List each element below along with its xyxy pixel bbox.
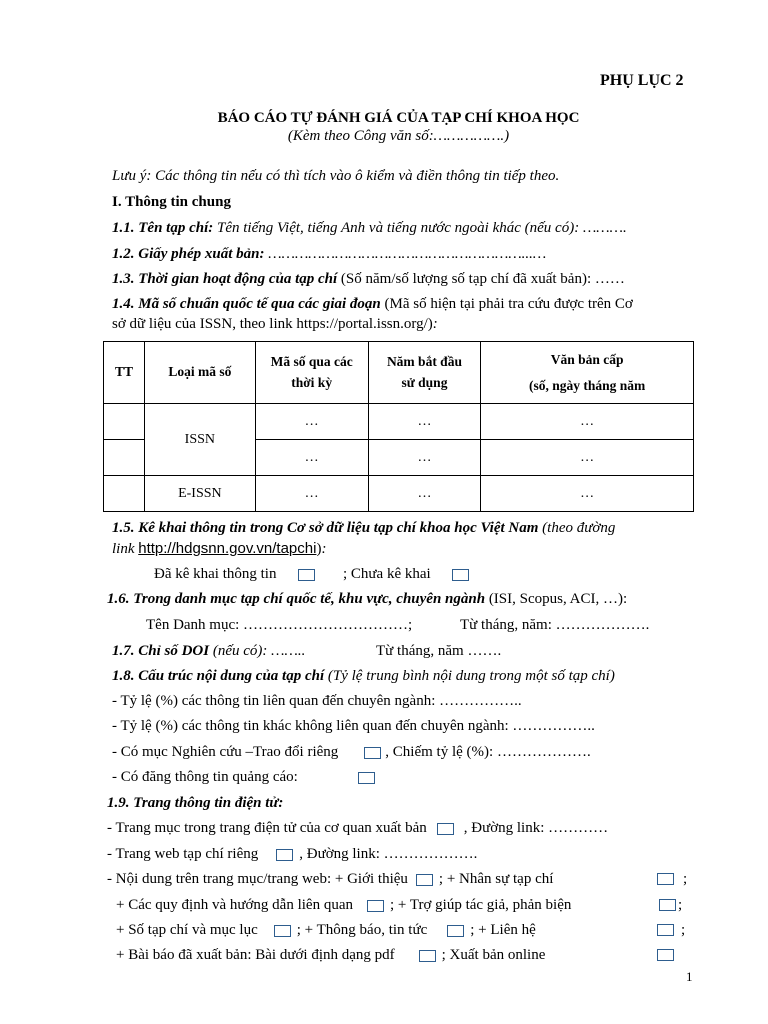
item-1-6-text: (ISI, Scopus, ACI, …): (485, 591, 628, 607)
publisher-page-label: - Trang mục trong trang điện tử của cơ quan xuất bản (107, 820, 427, 836)
item-1-8 (112, 667, 615, 686)
header-code-periods-l1: Mã số qua các (270, 354, 353, 370)
ads-label: - Có đăng thông tin quảng cáo: (112, 769, 298, 785)
item-1-7-from: Từ tháng, năm ……. (376, 643, 502, 659)
item-1-9-row6 (116, 946, 545, 965)
item-1-6-name: Tên Danh mục: ……………………………; (146, 617, 413, 633)
header-tt: TT (104, 342, 145, 404)
appendix-label: PHỤ LỤC 2 (600, 72, 684, 89)
header-code-type: Loại mã số (144, 342, 255, 404)
item-1-2 (112, 245, 546, 264)
item-1-9-row5 (116, 921, 536, 940)
item-1-5-label: 1.5. Kê khai thông tin trong Cơ sở dữ liệu tạp chí khoa học Việt Nam (112, 520, 539, 536)
item-1-3-label: 1.3. Thời gian hoạt động của tạp chí (112, 271, 338, 287)
vjournal-link[interactable]: http://hdgsnn.gov.vn/tapchi (138, 540, 317, 557)
header-issuing-doc-l2: (số, ngày tháng năm (529, 377, 646, 393)
intro-label: - Nội dung trên trang mục/trang web: + Giới thiệu (107, 871, 408, 887)
item-1-5 (112, 519, 615, 538)
item-1-1-label: 1.1. Tên tạp chí: (112, 220, 214, 236)
issues-toc-checkbox[interactable] (274, 925, 291, 937)
staff-label: ; + Nhân sự tạp chí (438, 871, 554, 887)
item-1-8-row4 (112, 768, 379, 787)
news-label: ; + Thông báo, tin tức (296, 922, 428, 938)
online-publishing-checkbox[interactable] (657, 949, 674, 961)
publisher-page-link: , Đường link: ………… (463, 820, 609, 836)
header-code-periods (255, 342, 368, 404)
publisher-page-checkbox[interactable] (437, 823, 454, 835)
header-start-year (368, 342, 481, 404)
row4-end-semicolon: ; (678, 897, 683, 913)
item-1-1-text: Tên tiếng Việt, tiếng Anh và tiếng nước ngoài khác (nếu có): ………. (213, 220, 627, 236)
cell-doc: … (481, 440, 694, 476)
cell-code: … (255, 476, 368, 512)
cell-issn: ISSN (144, 404, 255, 476)
cell-year: … (368, 440, 481, 476)
issn-table (103, 341, 694, 512)
table-header-row (104, 342, 694, 404)
cell-code: … (255, 404, 368, 440)
item-1-9-row3 (107, 870, 553, 889)
item-1-5-line2 (112, 540, 326, 559)
item-1-5-options (154, 565, 473, 584)
item-1-9-label: 1.9. Trang thông tin điện tử: (107, 795, 284, 811)
section-heading: I. Thông tin chung (112, 194, 231, 210)
own-website-label: - Trang web tạp chí riêng (107, 846, 259, 862)
pdf-articles-checkbox[interactable] (419, 950, 436, 962)
author-help-checkbox[interactable] (659, 899, 676, 911)
cell-doc: … (481, 476, 694, 512)
item-1-8-label: 1.8. Cấu trúc nội dung của tạp chí (112, 668, 325, 684)
contact-checkbox[interactable] (657, 924, 674, 936)
cell-doc: … (481, 404, 694, 440)
header-start-year-l2: sử dụng (401, 374, 448, 390)
item-1-8-row2: - Tỷ lệ (%) các thông tin khác không liên quan đến chuyên ngành: …………….. (112, 718, 595, 734)
declared-label: Đã kê khai thông tin (154, 566, 277, 582)
item-1-9-row2 (107, 845, 477, 864)
item-1-7-paren: (nếu có): …….. (209, 643, 306, 659)
not-declared-label: ; Chưa kê khai (342, 566, 431, 582)
item-1-5-text: (theo đường (538, 520, 616, 536)
regulations-label: + Các quy định và hướng dẫn liên quan (116, 897, 353, 913)
own-website-link: , Đường link: ………………. (299, 846, 478, 862)
cell-year: … (368, 476, 481, 512)
not-declared-checkbox[interactable] (452, 569, 469, 581)
item-1-4-line2-colon: : (432, 316, 438, 332)
cell-tt (104, 404, 145, 440)
header-issuing-doc (481, 342, 694, 404)
item-1-8-row3 (112, 743, 591, 762)
report-title: BÁO CÁO TỰ ĐÁNH GIÁ CỦA TẠP CHÍ KHOA HỌC (217, 110, 580, 126)
item-1-9-row1 (107, 819, 608, 838)
research-section-checkbox[interactable] (364, 747, 381, 759)
note-text: Lưu ý: Các thông tin nếu có thì tích vào ô kiểm và điền thông tin tiếp theo. (112, 168, 560, 184)
ads-checkbox[interactable] (358, 772, 375, 784)
research-section-ratio: , Chiếm tỷ lệ (%): ………………. (385, 744, 591, 760)
item-1-8-paren: (Tỷ lệ trung bình nội dung trong một số tạp chí) (324, 668, 615, 684)
issues-toc-label: + Số tạp chí và mục lục (116, 922, 258, 938)
item-1-3 (112, 270, 625, 289)
research-section-label: - Có mục Nghiên cứu –Trao đổi riêng (112, 744, 339, 760)
item-1-4-text: (Mã số hiện tại phải tra cứu được trên Cơ (380, 296, 633, 312)
item-1-7 (112, 642, 305, 661)
news-checkbox[interactable] (447, 925, 464, 937)
author-help-label: ; + Trợ giúp tác giả, phản biện (389, 897, 572, 913)
item-1-6 (107, 590, 627, 609)
contact-label: ; + Liên hệ (470, 922, 536, 938)
item-1-1 (112, 219, 627, 238)
item-1-7-label: 1.7. Chỉ số DOI (112, 643, 210, 659)
row3-end-semicolon: ; (683, 871, 688, 887)
page-number: 1 (686, 969, 693, 984)
cell-tt (104, 440, 145, 476)
cell-code: … (255, 440, 368, 476)
item-1-8-row1: - Tỷ lệ (%) các thông tin liên quan đến chuyên ngành: …………….. (112, 693, 522, 709)
item-1-6-label: 1.6. Trong danh mục tạp chí quốc tế, khu vực, chuyên ngành (107, 591, 486, 607)
item-1-2-label: 1.2. Giấy phép xuất bản: (112, 246, 265, 262)
item-1-5-paren: ) (316, 541, 322, 557)
row5-end-semicolon: ; (681, 922, 686, 938)
item-1-2-text: …………………………………………………...… (264, 246, 547, 262)
header-start-year-l1: Năm bắt đầu (386, 354, 462, 370)
item-1-4 (112, 295, 633, 314)
declared-checkbox[interactable] (298, 569, 315, 581)
item-1-3-text: (Số năm/số lượng số tạp chí đã xuất bản): …… (337, 271, 625, 287)
item-1-9-row4 (116, 896, 571, 915)
item-1-5-link-prefix: link (112, 541, 139, 557)
header-code-periods-l2: thời kỳ (291, 374, 333, 390)
intro-checkbox[interactable] (416, 874, 433, 886)
own-website-checkbox[interactable] (276, 849, 293, 861)
item-1-4-line2 (112, 315, 438, 334)
item-1-5-colon: : (321, 541, 327, 557)
table-row (104, 404, 694, 440)
cell-year: … (368, 404, 481, 440)
item-1-4-label: 1.4. Mã số chuẩn quốc tế qua các giai đoạn (112, 296, 381, 312)
cell-tt (104, 476, 145, 512)
item-1-4-line2-text: sở dữ liệu của ISSN, theo link https://portal.issn.org/) (112, 316, 433, 332)
online-publishing-label: ; Xuất bản online (441, 947, 546, 963)
header-issuing-doc-l1: Văn bản cấp (550, 351, 624, 367)
pdf-articles-label: + Bài báo đã xuất bản: Bài dưới định dạng pdf (116, 947, 395, 963)
cell-eissn: E-ISSN (144, 476, 255, 512)
item-1-6-from: Từ tháng, năm: ………………. (460, 617, 650, 633)
report-subtitle: (Kèm theo Công văn số:…………….) (287, 128, 510, 144)
regulations-checkbox[interactable] (367, 900, 384, 912)
table-row (104, 476, 694, 512)
staff-checkbox[interactable] (657, 873, 674, 885)
